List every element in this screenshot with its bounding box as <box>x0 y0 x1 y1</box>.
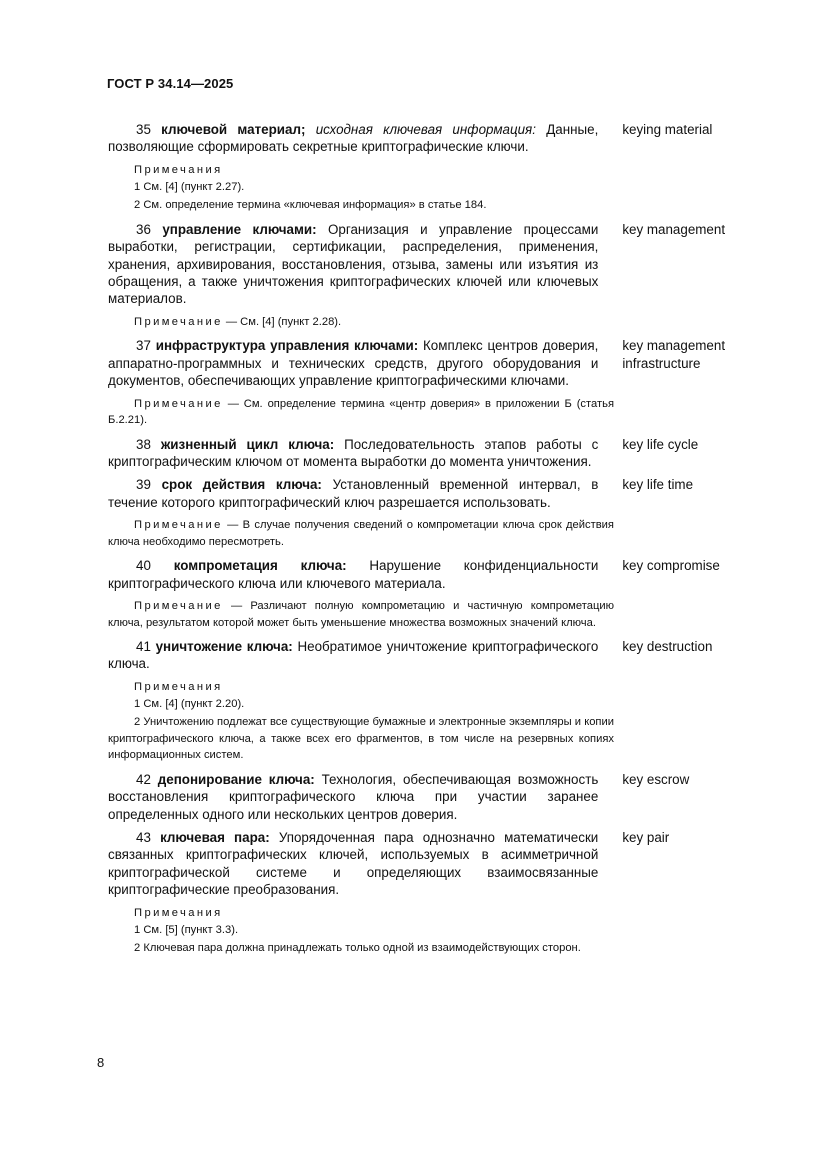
term-notes <box>108 162 614 214</box>
term-entry-36 <box>108 221 758 308</box>
term-definition: 41 уничтожение ключа: Необратимое уничтожение криптографического ключа. <box>108 639 599 672</box>
terms-list <box>108 121 758 964</box>
note-label: Примечание <box>134 519 223 532</box>
term-name: депонирование ключа: <box>157 771 315 787</box>
english-equivalent: key management infrastructure <box>622 338 726 371</box>
note-line: 2 Ключевая пара должна принадлежать только одной из взаимодействующих сторон. <box>134 942 581 955</box>
term-definition: 42 депонирование ключа: Технология, обеспечивающая возможность восстановления криптографического ключа при участии заранее определенных одного или нескольких центров доверия. <box>108 771 599 822</box>
notes-heading: Примечания <box>134 163 223 176</box>
term-entry-40 <box>108 557 758 592</box>
note-label: Примечание <box>134 600 223 612</box>
note-line: 1 См. [4] (пункт 2.27). <box>134 181 245 194</box>
english-equivalent: key escrow <box>622 771 690 787</box>
term-name: управление ключами: <box>162 221 317 237</box>
term-entry-41 <box>108 638 758 673</box>
english-equivalent: key pair <box>622 830 670 846</box>
term-name: компрометация ключа: <box>173 558 347 574</box>
term-definition: 37 инфраструктура управления ключами: Комплекс центров доверия, аппаратно-программных и технических средств, другого оборудования и документов, обеспечивающих управление криптографическими ключами. <box>108 338 599 389</box>
term-entry-37 <box>108 337 758 389</box>
page-number: 8 <box>97 1055 105 1070</box>
term-entry-35 <box>108 121 758 156</box>
term-definition: 35 ключевой материал; исходная ключевая информация: Данные, позволяющие сформировать секретные криптографические ключи. <box>108 122 599 155</box>
term-name: уничтожение ключа: <box>155 639 293 654</box>
term-notes <box>108 679 614 764</box>
note-line: 2 См. определение термина «ключевая информация» в статье 184. <box>134 199 487 212</box>
term-definition: 43 ключевая пара: Упорядоченная пара однозначно математически связанных криптографических ключей, используемых в асимметричной криптографической системе и определяющих взаимосвязанные криптографические преобразования. <box>108 830 599 898</box>
term-definition: 36 управление ключами: Организация и управление процессами выработки, регистрации, сертификации, распределения, применения, хранения, архивирования, восстановления, отзыва, замены или изъятия из обращения, а также уничтожения криптографических ключей или ключевых материалов. <box>108 221 599 307</box>
term-name: срок действия ключа: <box>161 477 322 493</box>
term-entry-38 <box>108 436 758 471</box>
english-equivalent: keying material <box>622 122 713 137</box>
english-equivalent: key life cycle <box>622 436 699 452</box>
term-note: Примечание — См. [4] (пункт 2.28). <box>134 315 342 328</box>
term-name: инфраструктура управления ключами: <box>155 338 419 354</box>
term-name: ключевой материал; <box>161 122 306 137</box>
english-equivalent: key life time <box>622 477 694 493</box>
term-note: Примечание — В случае получения сведений о компрометации ключа срок действия ключа необходимо пересмотреть. <box>108 519 614 548</box>
term-note: Примечание — Различают полную компрометацию и частичную компрометацию ключа, результатом которой может быть уменьшение множества возможных значений ключа. <box>108 600 614 629</box>
notes-heading: Примечания <box>134 680 223 693</box>
note-label: Примечание <box>134 315 223 328</box>
term-note: Примечание — См. определение термина «центр доверия» в приложении Б (статья Б.2.21). <box>108 397 615 427</box>
english-equivalent: key management <box>622 221 726 237</box>
term-notes <box>108 905 614 957</box>
term-definition: 39 срок действия ключа: Установленный временной интервал, в течение которого криптографический ключ разрешается использовать. <box>108 477 599 510</box>
note-line: 1 См. [4] (пункт 2.20). <box>134 698 245 711</box>
document-header: ГОСТ Р 34.14—2025 <box>107 76 234 91</box>
term-definition: 38 жизненный цикл ключа: Последовательность этапов работы с криптографическим ключом от момента выработки до момента уничтожения. <box>108 436 599 469</box>
term-name: ключевая пара: <box>160 830 270 846</box>
term-synonym: исходная ключевая информация: <box>315 122 536 137</box>
english-equivalent: key destruction <box>622 639 713 654</box>
term-name: жизненный цикл ключа: <box>160 436 335 452</box>
note-line: 2 Уничтожению подлежат все существующие бумажные и электронные экземпляры и копии криптографического ключа, а также всех его фрагментов, в том числе на резервных копиях информационных систем. <box>108 716 614 762</box>
english-equivalent: key compromise <box>622 558 720 574</box>
term-entry-39 <box>108 476 758 511</box>
term-definition: 40 компрометация ключа: Нарушение конфиденциальности криптографического ключа или ключевого материала. <box>108 558 599 591</box>
term-entry-43 <box>108 829 758 899</box>
note-label: Примечание <box>134 397 223 410</box>
term-entry-42 <box>108 771 758 823</box>
note-line: 1 См. [5] (пункт 3.3). <box>134 924 239 937</box>
notes-heading: Примечания <box>134 906 223 919</box>
